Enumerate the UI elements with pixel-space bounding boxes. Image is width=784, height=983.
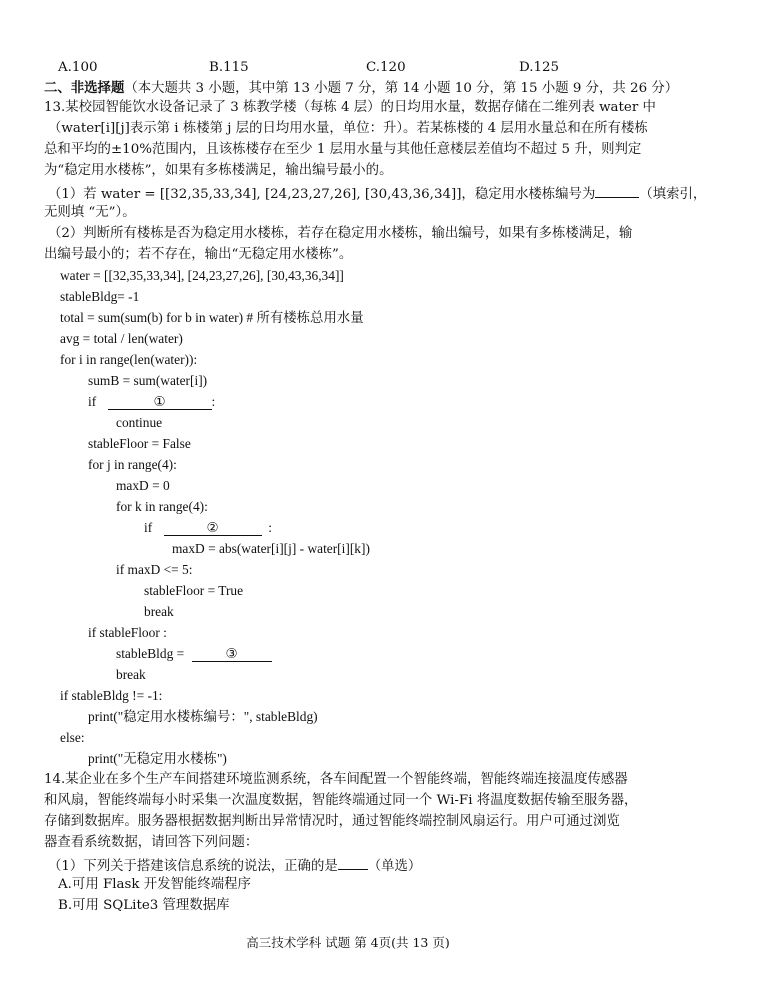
q14-sub1-hint: （单选） [367,859,422,874]
code-line-15: if maxD <= 5: [116,562,193,577]
code-line-23: else: [60,730,85,745]
blank-2-marker: ② [206,520,219,535]
fill-blank-2[interactable] [164,520,262,536]
q14-line-3: 存储到数据库。服务器根据数据判断出异常情况时，通过智能终端控制风扇运行。用户可通过浏览 [44,814,620,829]
option-c: C.120 [366,60,406,75]
code-line-21: if stableBldg != -1: [60,688,163,703]
code-line-1: water = [[32,35,33,34], [24,23,27,26], [30,43,36,34]] [60,268,344,283]
fill-blank-1[interactable] [108,394,212,410]
if-keyword: if [144,520,153,535]
colon: : [211,394,216,409]
code-line-7 [88,392,700,412]
fill-blank-3[interactable] [192,646,272,662]
code-line-9: stableFloor = False [88,436,191,451]
option-d: D.125 [519,60,560,75]
code-line-14: maxD = abs(water[i][j] - water[i][k]) [172,541,370,556]
code-line-5: for i in range(len(water)): [60,352,198,367]
q13-sub1-hint: （填索引， [639,187,707,202]
code-line-20: break [116,667,146,682]
code-line-17: break [144,604,174,619]
q14-option-a: A.可用 Flask 开发智能终端程序 [58,877,251,892]
q14-line-1: 14.某企业在多个生产车间搭建环境监测系统，各车间配置一个智能终端，智能终端连接温度传感器 [44,772,628,787]
q14-option-b: B.可用 SQLite3 管理数据库 [58,898,230,913]
q14-line-4: 器查看系统数据，请回答下列问题： [44,835,259,850]
q13-sub1 [48,182,707,202]
section-heading [44,78,679,98]
section-desc: （本大题共 3 小题，其中第 13 小题 7 分，第 14 小题 10 分，第 15 小题 9 分，共 26 分） [124,81,679,96]
q13-line-1: 13.某校园智能饮水设备记录了 3 栋教学楼（每栋 4 层）的日均用水量，数据存储在二维列表 water 中 [44,100,656,115]
assign-stable-bldg: stableBldg = [116,646,185,661]
if-keyword: if [88,394,97,409]
q14-sub1 [48,854,660,874]
code-line-19 [116,644,728,664]
q13-sub2-line-2: 出编号最小的；若不存在，输出“无稳定用水楼栋”。 [44,247,353,262]
code-line-6: sumB = sum(water[i]) [88,373,208,388]
q13-line-2: （water[i][j]表示第 i 栋楼第 j 层的日均用水量，单位：升）。若某栋楼的 4 层用水量总和在所有楼栋 [48,121,648,136]
code-line-24: print("无稳定用水楼栋") [88,751,227,766]
code-line-12: for k in range(4): [116,499,208,514]
code-line-22: print("稳定用水楼栋编号：", stableBldg) [88,709,318,724]
option-b: B.115 [209,60,249,75]
option-a: A.100 [58,60,98,75]
code-line-3: total = sum(sum(b) for b in water) # 所有楼栋总用水量 [60,310,364,325]
answer-blank[interactable] [595,182,639,198]
code-line-10: for j in range(4): [88,457,177,472]
code-line-11: maxD = 0 [116,478,170,493]
answer-blank[interactable] [338,854,368,870]
code-line-13 [144,518,756,538]
q13-line-3: 总和平均的±10%范围内，且该栋楼存在至少 1 层用水量与其他任意楼层差值均不超过 5 升，则判定 [44,142,642,157]
code-line-18: if stableFloor : [88,625,167,640]
q13-sub2-line-1: （2）判断所有楼栋是否为稳定用水楼栋，若存在稳定用水楼栋，输出编号，如果有多栋楼满足，输 [48,226,633,241]
code-line-4: avg = total / len(water) [60,331,183,346]
colon: : [268,520,272,535]
code-line-16: stableFloor = True [144,583,244,598]
q14-sub1-text: （1）下列关于搭建该信息系统的说法，正确的是 [48,859,338,874]
page-footer: 高三技术学科 试题 第 4页(共 13 页) [246,935,450,950]
q13-sub1-text: （1）若 water = [[32,35,33,34], [24,23,27,26], [30,43,36,34]]，稳定用水楼栋编号为 [48,187,596,202]
q13-sub1-cont: 无则填 “无”）。 [44,205,136,220]
q13-line-4: 为“稳定用水楼栋”，如果有多栋楼满足，输出编号最小的。 [44,163,393,178]
code-line-2: stableBldg= -1 [60,289,140,304]
q14-line-2: 和风扇，智能终端每小时采集一次温度数据，智能终端通过同一个 Wi-Fi 将温度数据传输至服务器， [44,793,638,808]
blank-3-marker: ③ [225,646,238,661]
section-title: 二、非选择题 [44,80,125,96]
blank-1-marker: ① [153,394,166,409]
code-line-8: continue [116,415,163,430]
